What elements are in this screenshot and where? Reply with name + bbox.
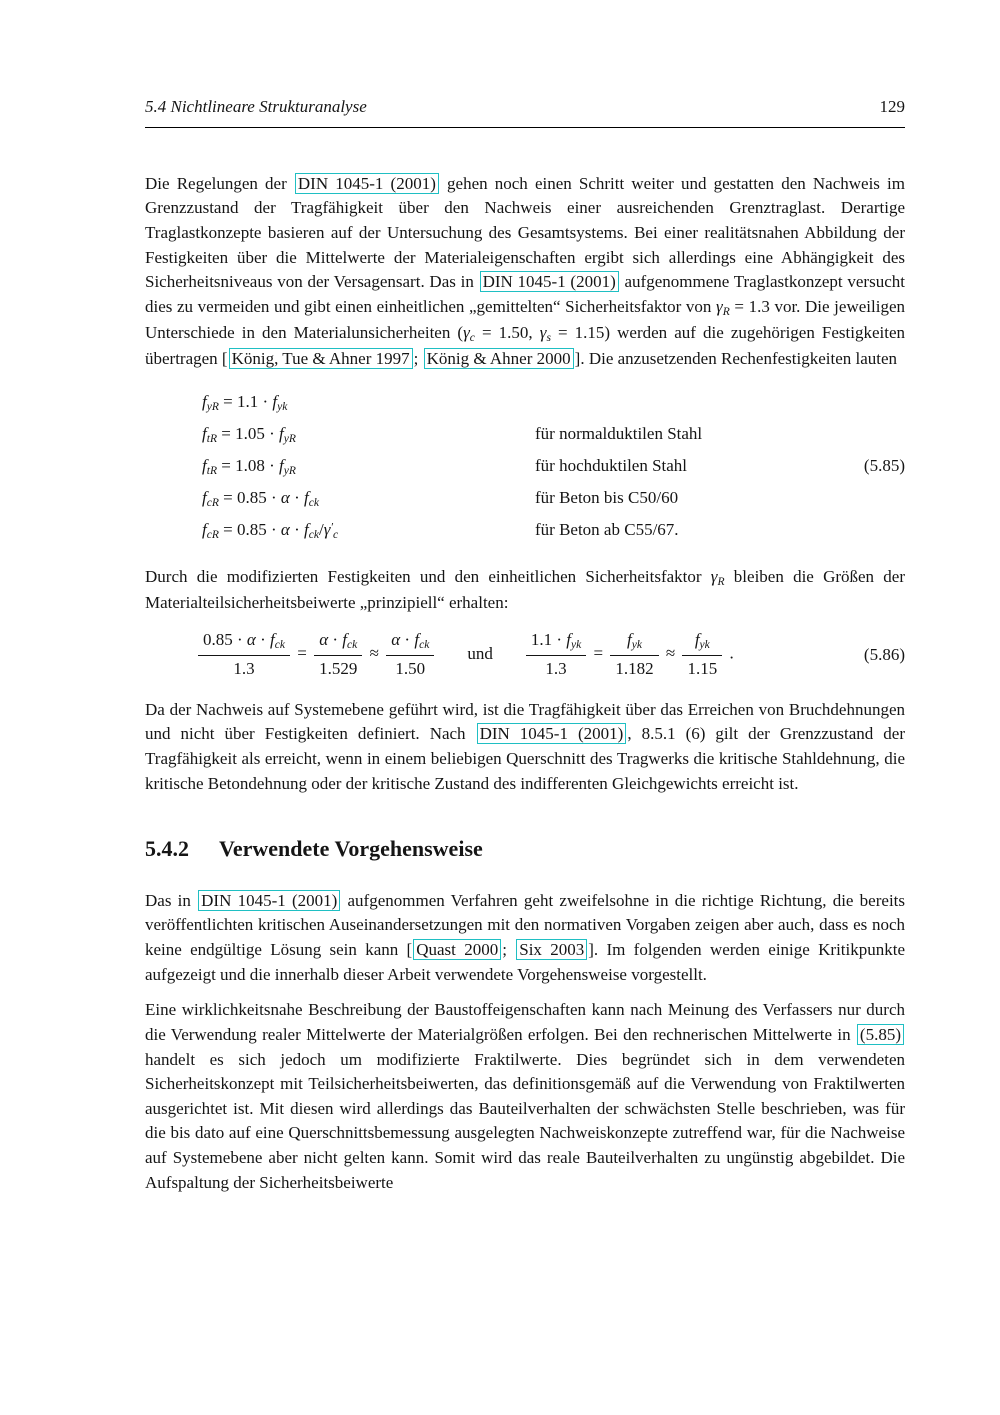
- text-segment: = 0.85 ·: [218, 488, 281, 508]
- equation-row: [145, 515, 905, 547]
- text-segment: yk: [631, 638, 642, 652]
- text-segment: ck: [274, 638, 286, 652]
- citation-link[interactable]: DIN 1045-1 (2001): [480, 271, 619, 292]
- text-segment: 1.182: [615, 659, 654, 679]
- paragraph-4: [145, 889, 905, 988]
- equation-math: [202, 390, 535, 416]
- text-segment: = 1.1 ·: [218, 392, 273, 412]
- text-segment: f: [202, 520, 207, 540]
- text-segment: ·: [289, 488, 305, 508]
- text-segment: c: [333, 528, 339, 542]
- text-segment: 1.15: [687, 659, 718, 679]
- equation-number: (5.85): [863, 456, 905, 476]
- text-segment: yR: [283, 464, 296, 478]
- text-segment: f: [694, 630, 700, 650]
- text-segment: f: [202, 392, 207, 412]
- citation-link[interactable]: König & Ahner 2000: [424, 348, 574, 369]
- text-segment: R: [722, 305, 730, 319]
- text-segment: γ: [463, 322, 470, 342]
- text-segment: f: [304, 520, 309, 540]
- text-segment: Die Regelungen der: [145, 173, 294, 193]
- fraction: [682, 628, 722, 682]
- text-segment: s: [546, 331, 551, 345]
- header-page-number: 129: [879, 97, 905, 116]
- equation-condition: für normalduktilen Stahl: [535, 424, 703, 444]
- text-segment: f: [279, 424, 284, 444]
- text-segment: cR: [206, 528, 219, 542]
- running-header: [145, 95, 905, 128]
- citation-link[interactable]: Six 2003: [516, 939, 587, 960]
- text-segment: ≈: [365, 643, 384, 663]
- citation-link[interactable]: DIN 1045-1 (2001): [295, 173, 439, 194]
- text-segment: 0.85 ·: [203, 630, 247, 650]
- text-segment: handelt es sich jedoch um modifizierte Fraktilwerte. Dies begründet sich in dem verwendeten Sicherheitskonzept mit Teilsicherheitsbeiwerten, das definitionsgemäß auf die Verwendung von Fraktilwerten ausgerichtet ist. Mit diesen wird allerdings das Bauteilverhalten der schwächsten Stelle beschrieben, was für die bis dato auf eine Querschnittsbemessung ausgelegten Nachweiskonzepte zutreffend war, für die Nachweise auf Systemebene aber nicht gelten kann. Somit wird das reale Bauteilverhalten zu ungünstig abgebildet. Die Aufspaltung der Sicherheitsbeiwerte: [145, 1049, 905, 1192]
- text-segment: f: [414, 630, 420, 650]
- text-segment: Eine wirklichkeitsnahe Beschreibung der Baustoffeigenschaften kann nach Meinung des Verfassers nur durch die Verwendung realer Mittelwerte der Materialgrößen erfolgen. Bei den rechnerischen Mittelwerte in: [145, 1000, 905, 1044]
- fraction: [314, 628, 362, 682]
- text-segment: 1.3: [545, 659, 567, 679]
- text-segment: f: [279, 456, 284, 476]
- equation-condition: für Beton bis C50/60: [535, 488, 679, 508]
- text-segment: f: [202, 424, 207, 444]
- text-segment: 1.3: [233, 659, 255, 679]
- text-segment: f: [202, 488, 207, 508]
- text-segment: ck: [419, 638, 430, 652]
- text-segment: yk: [570, 638, 582, 652]
- text-segment: 1.1 ·: [530, 630, 567, 650]
- subsection-title: Verwendete Vorgehensweise: [219, 836, 483, 862]
- equation-5-85: [145, 387, 905, 547]
- paragraph-1: [145, 172, 905, 372]
- text-segment: yR: [283, 432, 296, 446]
- text-segment: γ: [539, 322, 547, 342]
- paragraph-3: [145, 698, 905, 797]
- text-segment: f: [566, 630, 571, 650]
- text-segment: ·: [289, 520, 305, 540]
- paragraph-5: [145, 998, 905, 1195]
- text-segment: .: [725, 643, 734, 663]
- equation-math: [202, 518, 535, 544]
- header-section-title: 5.4 Nichtlineare Strukturanalyse: [145, 97, 367, 116]
- text-segment: Da der Nachweis auf Systemebene geführt wird, ist die Tragfähigkeit über das Erreichen von Bruchdehnungen und nicht über Festigkeiten definiert. Nach: [145, 699, 905, 744]
- text-segment: f: [626, 630, 632, 650]
- equation-math: [202, 454, 535, 480]
- text-segment: yk: [699, 638, 710, 652]
- text-segment: = 0.85 ·: [218, 520, 281, 540]
- text-segment: = 1.15) werden auf die zugehörigen Festigkeiten übertragen [: [145, 322, 906, 368]
- equation-row: [145, 387, 905, 419]
- text-segment: =: [293, 643, 312, 663]
- citation-link[interactable]: DIN 1045-1 (2001): [198, 890, 340, 911]
- text-segment: ′: [330, 521, 333, 535]
- text-segment: ·: [400, 630, 415, 650]
- text-segment: 1.50: [395, 659, 426, 679]
- text-segment: ≈: [661, 643, 680, 663]
- subsection-heading: [145, 836, 905, 862]
- fraction: [610, 628, 658, 682]
- text-segment: ck: [308, 496, 320, 510]
- paragraph-2: [145, 565, 905, 616]
- text-segment: α: [319, 630, 329, 650]
- text-segment: yR: [206, 400, 219, 414]
- text-segment: cR: [206, 496, 219, 510]
- citation-link[interactable]: (5.85): [857, 1024, 904, 1045]
- equation-math: [202, 422, 535, 448]
- fraction: [526, 628, 586, 682]
- equation-row: [145, 419, 905, 451]
- text-segment: ;: [413, 348, 423, 368]
- equation-number: (5.86): [863, 644, 905, 664]
- text-segment: α: [391, 630, 401, 650]
- text-segment: ck: [308, 528, 320, 542]
- text-segment: aufgenommene Traglastkonzept versucht dies zu vermeiden und gibt einen einheitlichen „gemittelten“ Sicherheitsfaktor von: [145, 272, 905, 316]
- text-segment: c: [469, 331, 475, 345]
- text-segment: = 1.05 ·: [217, 424, 279, 444]
- equation-math: [202, 486, 535, 512]
- text-segment: ·: [255, 630, 271, 650]
- text-segment: f: [342, 630, 348, 650]
- text-segment: Das in: [145, 890, 198, 910]
- text-segment: ;: [502, 940, 516, 959]
- text-segment: R: [717, 575, 725, 589]
- text-segment: = 1.08 ·: [217, 456, 279, 476]
- fraction: [386, 628, 434, 682]
- text-segment: ]. Im folgenden werden einige Kritikpunkte aufgezeigt und die innerhalb dieser Arbeit verwendete Vorgehensweise vorgestellt.: [145, 940, 906, 984]
- text-segment: yk: [277, 400, 288, 414]
- subsection-number: 5.4.2: [145, 836, 189, 862]
- fraction: [198, 628, 290, 682]
- text-segment: f: [272, 392, 278, 412]
- text-segment: f: [304, 488, 309, 508]
- text-segment: α: [280, 520, 290, 540]
- text-segment: f: [202, 456, 207, 476]
- text-segment: tR: [206, 432, 217, 446]
- text-segment: bleiben die Größen der Materialteilsicherheitsbeiwerte „prinzipiell“ erhalten:: [145, 567, 906, 613]
- text-segment: =: [589, 643, 608, 663]
- text-segment: Durch die modifizierten Festigkeiten und den einheitlichen Sicherheitsfaktor: [145, 567, 711, 587]
- text-segment: 1.529: [319, 659, 358, 679]
- text-segment: gehen noch einen Schritt weiter und gestatten den Nachweis im Grenzzustand der Tragfähigkeit über den Nachweis einer ausreichenden Grenztraglast. Derartige Traglastkonzepte basieren auf der Untersuchung des Gesamtsystems. Bei einer realitätsnahen Abbildung der Festigkeiten über die Mittelwerte der Materialeigenschaften ergibt sich allerdings eine Abhängigkeit des Sicherheitsniveaus von der Versagensart. Das in: [145, 173, 905, 292]
- equation-condition: für Beton ab C55/67.: [535, 520, 679, 540]
- text-segment: γ: [710, 567, 718, 587]
- text-segment: γ: [716, 296, 723, 316]
- text-segment: α: [280, 488, 290, 508]
- citation-link[interactable]: Quast 2000: [413, 939, 501, 960]
- text-segment: = 1.50,: [474, 322, 540, 342]
- text-segment: α: [246, 630, 256, 650]
- equation-5-86: [145, 628, 905, 682]
- text-segment: ·: [328, 630, 343, 650]
- equation-condition: für hochduktilen Stahl: [535, 456, 688, 476]
- text-segment: γ: [323, 520, 331, 540]
- text-segment: und: [467, 643, 493, 663]
- citation-link[interactable]: König, Tue & Ahner 1997: [229, 348, 413, 369]
- text-segment: /: [319, 520, 324, 540]
- text-segment: ck: [347, 638, 358, 652]
- equation-row: [145, 483, 905, 515]
- equation-row: [145, 451, 905, 483]
- text-segment: aufgenommen Verfahren geht zweifelsohne in die richtige Richtung, die bereits veröffentlichten kritischen Auseinandersetzungen mit den normativen Vorgaben zeigen aber auch, dass es noch keine endgültige Lösung sein kann [: [145, 890, 905, 959]
- text-segment: f: [270, 630, 275, 650]
- text-segment: , 8.5.1 (6) gilt der Grenzzustand der Tragfähigkeit als erreicht, wenn in einem beliebigen Querschnitt des Tragwerks die kritische Stahldehnung, die kritische Betondehnung oder der kritische Zustand des indifferenten Gleichgewichts erreicht ist.: [145, 724, 905, 793]
- text-segment: ]. Die anzusetzenden Rechenfestigkeiten lauten: [574, 348, 898, 368]
- text-segment: = 1.3 vor. Die jeweiligen Unterschiede in den Materialunsicherheiten (: [145, 296, 905, 342]
- text-segment: tR: [206, 464, 217, 478]
- equation-math: [145, 628, 830, 682]
- citation-link[interactable]: DIN 1045-1 (2001): [477, 723, 627, 744]
